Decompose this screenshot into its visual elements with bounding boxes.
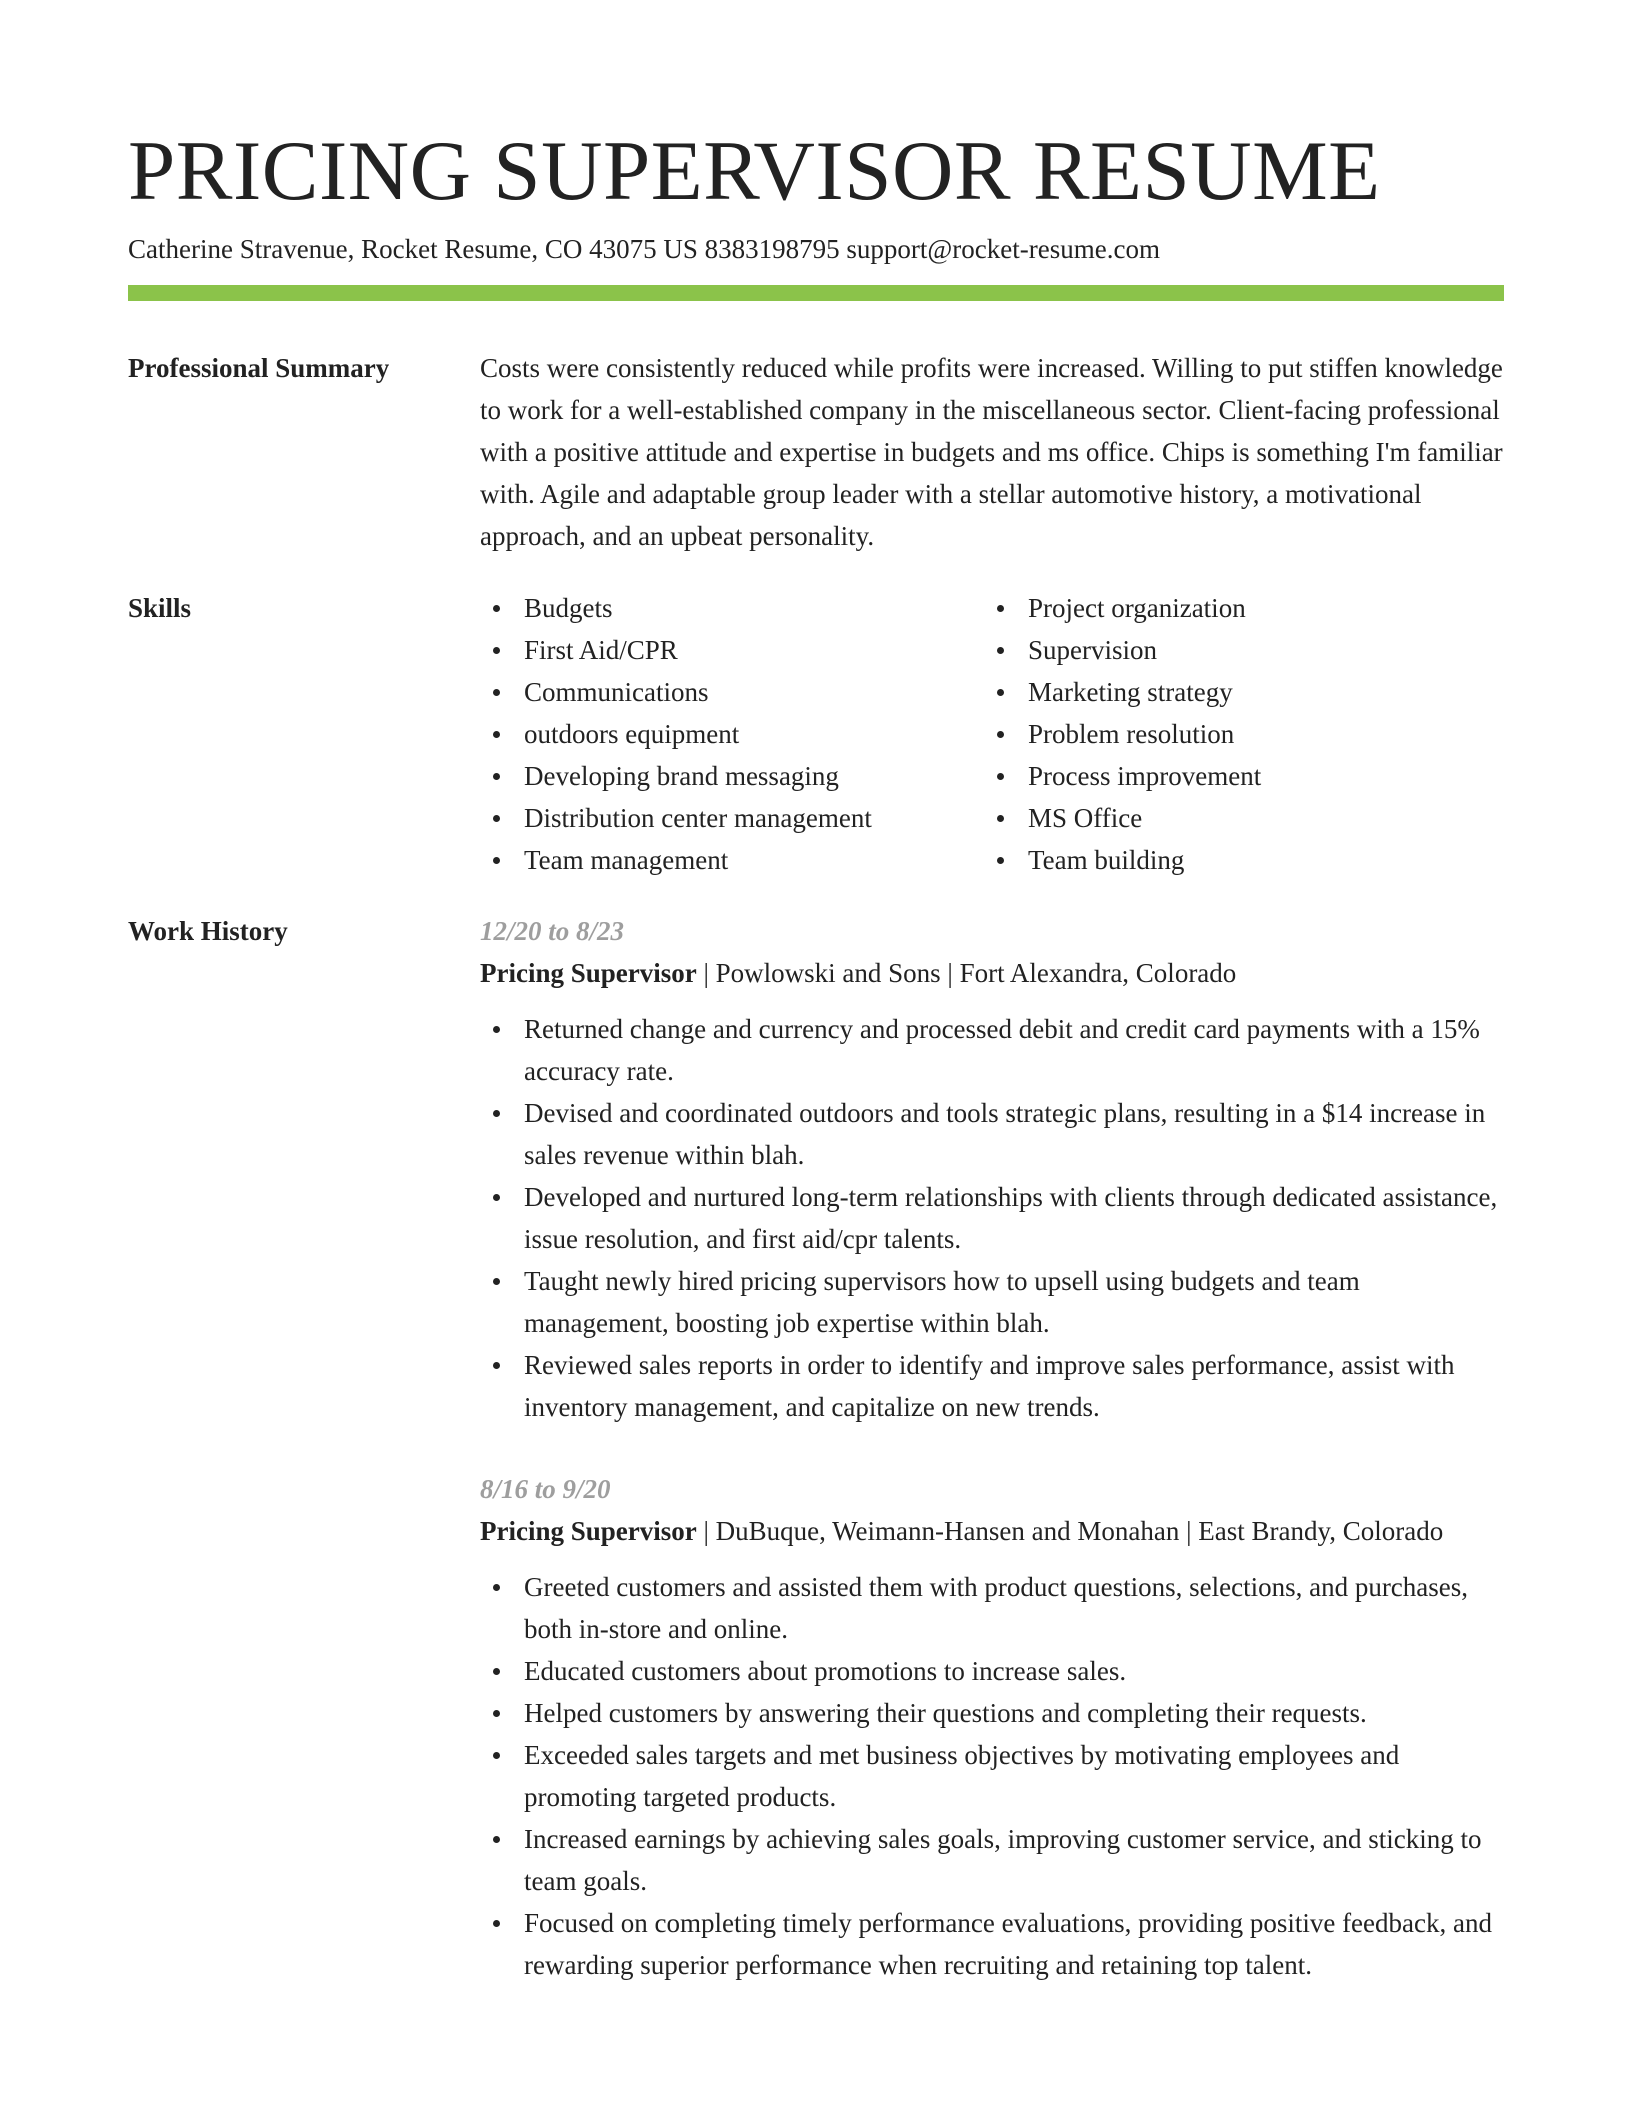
work-history-body	[480, 910, 1504, 1986]
skill-item: Communications	[480, 671, 984, 713]
contact-phone: 8383198795	[704, 234, 840, 264]
job-title: Pricing Supervisor	[480, 1516, 697, 1546]
summary-body	[480, 347, 1504, 557]
contact-company-city: Rocket Resume,	[361, 234, 539, 264]
summary-text: Costs were consistently reduced while profits were increased. Willing to put stiffen knowledge to work for a well-established company in the miscellaneous sector. Client-facing professional with a positive attitude and expertise in budgets and ms office. Chips is something I'm familiar with. Agile and adaptable group leader with a stellar automotive history, a motivational approach, and an upbeat personality.	[480, 353, 1503, 551]
skill-item: Team management	[480, 839, 984, 881]
job-details: | Powlowski and Sons | Fort Alexandra, Colorado	[696, 958, 1237, 988]
contact-state-zip: CO 43075	[544, 234, 657, 264]
skill-item: Project organization	[984, 587, 1504, 629]
duty-item: Returned change and currency and processed debit and credit card payments with a 15% accuracy rate.	[480, 1008, 1504, 1092]
duty-item: Exceeded sales targets and met business objectives by motivating employees and promoting targeted products.	[480, 1734, 1504, 1818]
skill-item: Marketing strategy	[984, 671, 1504, 713]
skill-item: Problem resolution	[984, 713, 1504, 755]
job-entry	[480, 1468, 1504, 1986]
job-dates: 12/20 to 8/23	[480, 916, 625, 946]
job-heading	[480, 952, 1504, 994]
job-dates: 8/16 to 9/20	[480, 1474, 611, 1504]
duty-item: Taught newly hired pricing supervisors how to upsell using budgets and team management, boosting job expertise within blah.	[480, 1260, 1504, 1344]
job-entry	[480, 910, 1504, 1428]
skill-item: MS Office	[984, 797, 1504, 839]
job-duties	[480, 1008, 1504, 1428]
skill-item: Supervision	[984, 629, 1504, 671]
job-title: Pricing Supervisor	[480, 958, 697, 988]
page-title: PRICING SUPERVISOR RESUME	[128, 124, 1381, 218]
job-heading	[480, 1510, 1504, 1552]
duty-item: Focused on completing timely performance evaluations, providing positive feedback, and rewarding superior performance when recruiting and retaining top talent.	[480, 1902, 1504, 1986]
skill-item: Developing brand messaging	[480, 755, 984, 797]
duty-item: Greeted customers and assisted them with product questions, selections, and purchases, both in-store and online.	[480, 1566, 1504, 1650]
duty-item: Educated customers about promotions to increase sales.	[480, 1650, 1504, 1692]
skill-item: Team building	[984, 839, 1504, 881]
skills-grid	[480, 587, 1504, 881]
skill-item: First Aid/CPR	[480, 629, 984, 671]
duty-item: Increased earnings by achieving sales goals, improving customer service, and sticking to team goals.	[480, 1818, 1504, 1902]
header-divider	[128, 285, 1504, 301]
contact-line	[128, 229, 1160, 269]
job-duties	[480, 1566, 1504, 1986]
duty-item: Devised and coordinated outdoors and tools strategic plans, resulting in a $14 increase in sales revenue within blah.	[480, 1092, 1504, 1176]
contact-country: US	[663, 234, 698, 264]
duty-item: Developed and nurtured long-term relationships with clients through dedicated assistance, issue resolution, and first aid/cpr talents.	[480, 1176, 1504, 1260]
contact-email[interactable]: support@rocket-resume.com	[846, 234, 1160, 264]
skill-item: outdoors equipment	[480, 713, 984, 755]
skills-body	[480, 587, 1504, 881]
skill-item: Budgets	[480, 587, 984, 629]
summary-heading: Professional Summary	[128, 353, 390, 383]
skills-list-right	[984, 587, 1504, 881]
skill-item: Process improvement	[984, 755, 1504, 797]
duty-item: Reviewed sales reports in order to identify and improve sales performance, assist with inventory management, and capitalize on new trends.	[480, 1344, 1504, 1428]
contact-name: Catherine Stravenue,	[128, 234, 355, 264]
work-history-heading: Work History	[128, 916, 288, 946]
job-details: | DuBuque, Weimann-Hansen and Monahan | East Brandy, Colorado	[696, 1516, 1444, 1546]
skills-list-left	[480, 587, 984, 881]
skill-item: Distribution center management	[480, 797, 984, 839]
duty-item: Helped customers by answering their questions and completing their requests.	[480, 1692, 1504, 1734]
skills-heading: Skills	[128, 593, 192, 623]
